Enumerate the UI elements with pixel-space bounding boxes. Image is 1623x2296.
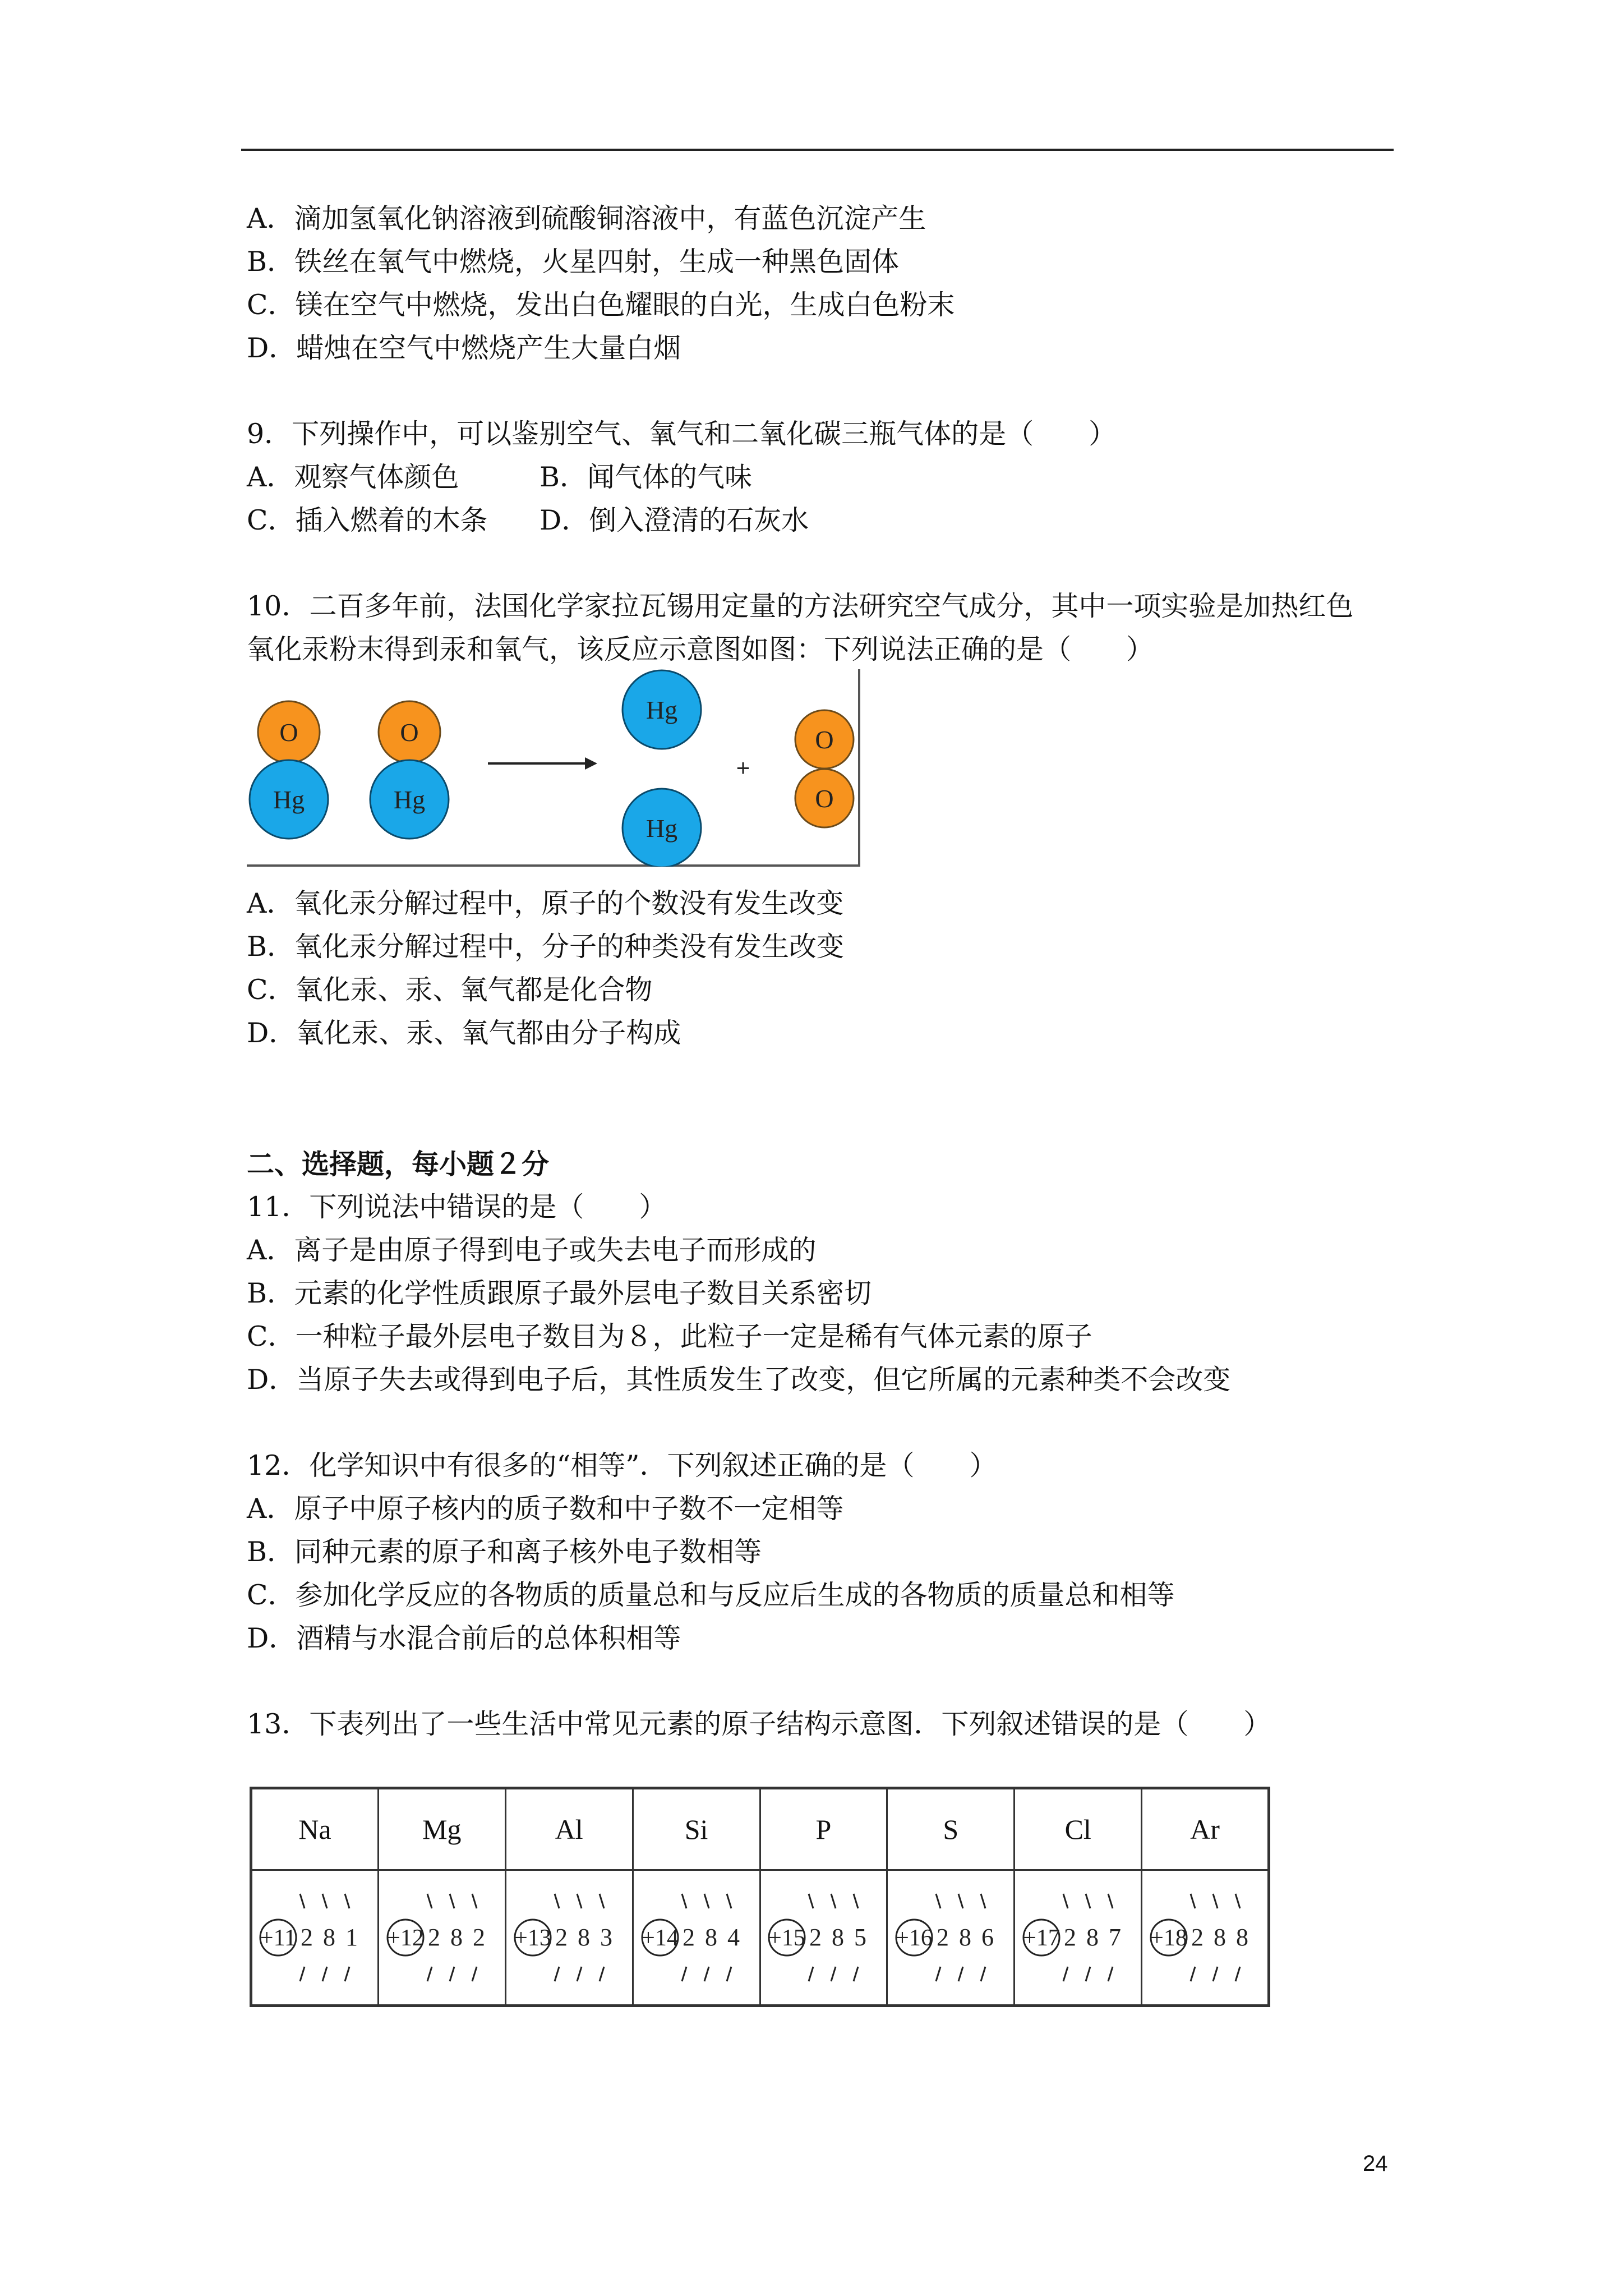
element-symbol-cell: Cl (1015, 1788, 1142, 1870)
electron-shell-arc-lower (427, 1967, 432, 1981)
q10-option-a: A．氧化汞分解过程中，原子的个数没有发生改变 (247, 887, 844, 919)
atomic-structure-diagram (1019, 1881, 1137, 1994)
electron-shell-arc-lower (1108, 1967, 1113, 1981)
electron-shell-arc-upper (427, 1894, 432, 1908)
oxygen-atom-label: O (815, 725, 834, 754)
atomic-structure-cell (760, 1870, 887, 2006)
nuclear-charge: +17 (1023, 1925, 1061, 1951)
element-table (250, 1787, 1270, 2007)
oxygen-molecule (795, 710, 854, 827)
electron-shell-arc-lower (1213, 1967, 1218, 1981)
electron-shell-arc-lower (555, 1967, 559, 1981)
electron-shell-arc-lower (600, 1967, 604, 1981)
electron-shell-arc-lower (727, 1967, 731, 1981)
electron-shell-arc-upper (1213, 1894, 1218, 1908)
atomic-structure-diagram (892, 1881, 1009, 1994)
shell-electron-count: 8 (450, 1924, 463, 1951)
shell-electron-count: 2 (555, 1924, 568, 1951)
atomic-structure-cell (251, 1870, 379, 2006)
shell-electron-count: 8 (704, 1924, 717, 1951)
q9-option-a: A．观察气体颜色 (247, 461, 459, 493)
atomic-structure-diagram (638, 1881, 755, 1994)
q12-option-b: B．同种元素的原子和离子核外电子数相等 (247, 1536, 762, 1568)
reaction-arrow (488, 757, 597, 770)
atomic-structure-cell (378, 1870, 505, 2006)
q8-option-a: A．滴加氢氧化钠溶液到硫酸铜溶液中，有蓝色沉淀产生 (247, 203, 926, 234)
mercury-atom-label: Hg (645, 696, 678, 724)
nuclear-charge: +11 (260, 1925, 297, 1951)
electron-shell-arc-lower (450, 1967, 454, 1981)
electron-shell-arc-upper (300, 1894, 305, 1908)
atomic-structure-diagram (764, 1881, 882, 1994)
electron-shell-arc-upper (1235, 1894, 1240, 1908)
shell-electron-count: 2 (472, 1924, 485, 1951)
shell-electron-count: 8 (323, 1924, 336, 1951)
atomic-structure-cell (1142, 1870, 1269, 2006)
q11-option-d: D．当原子失去或得到电子后，其性质发生了改变，但它所属的元素种类不会改变 (247, 1364, 1231, 1396)
electron-shell-arc-upper (727, 1894, 731, 1908)
electron-shell-arc-upper (981, 1894, 985, 1908)
shell-electron-count: 8 (959, 1924, 972, 1951)
shell-electron-count: 2 (937, 1924, 949, 1951)
q8-option-d: D．蜡烛在空气中燃烧产生大量白烟 (247, 332, 681, 364)
shell-electron-count: 8 (577, 1924, 590, 1951)
mercury-atom-product (623, 670, 701, 749)
electron-shell-arc-upper (450, 1894, 454, 1908)
q9-option-c: C．插入燃着的木条 (247, 504, 488, 536)
header-rule (241, 149, 1394, 151)
oxygen-atom-label: O (400, 718, 419, 747)
electron-shell-arc-upper (831, 1894, 836, 1908)
electron-shell-arc-lower (981, 1967, 985, 1981)
q12-stem: 12．化学知识中有很多的“相等”．下列叙述正确的是（ ） (247, 1450, 997, 1481)
electron-shell-arc-lower (809, 1967, 813, 1981)
shell-electron-count: 7 (1109, 1924, 1122, 1951)
arrow-head (585, 757, 597, 770)
electron-shell-arc-lower (1235, 1967, 1240, 1981)
q10-option-b: B．氧化汞分解过程中，分子的种类没有发生改变 (247, 931, 845, 963)
shell-electron-count: 8 (1235, 1924, 1248, 1951)
q12-option-a: A．原子中原子核内的质子数和中子数不一定相等 (247, 1493, 844, 1525)
element-symbol-cell: Al (505, 1788, 633, 1870)
element-symbol-cell: Na (251, 1788, 379, 1870)
electron-shell-arc-upper (682, 1894, 686, 1908)
section-2-heading: 二、选择题，每小题２分 (247, 1148, 550, 1180)
electron-shell-arc-upper (555, 1894, 559, 1908)
nuclear-charge: +13 (514, 1925, 551, 1951)
electron-shell-arc-lower (1063, 1967, 1068, 1981)
q11-option-c: C．一种粒子最外层电子数目为８，此粒子一定是稀有气体元素的原子 (247, 1320, 1092, 1352)
oxygen-atom-label: O (279, 718, 298, 747)
atomic-structure-cell (633, 1870, 760, 2006)
shell-electron-count: 5 (854, 1924, 867, 1951)
atomic-structure-cell (1015, 1870, 1142, 2006)
shell-electron-count: 1 (345, 1924, 358, 1951)
atomic-structure-diagram (1146, 1881, 1264, 1994)
electron-shell-arc-upper (472, 1894, 477, 1908)
mercury-oxide-molecule (250, 701, 328, 839)
electron-shell-arc-upper (958, 1894, 963, 1908)
plus-sign: + (736, 754, 750, 781)
nuclear-charge: +18 (1150, 1925, 1187, 1951)
electron-shell-arc-upper (1191, 1894, 1195, 1908)
element-symbol-cell: S (887, 1788, 1015, 1870)
electron-shell-arc-lower (831, 1967, 836, 1981)
electron-shell-arc-upper (936, 1894, 940, 1908)
nuclear-charge: +14 (641, 1925, 679, 1951)
atomic-structure-diagram (510, 1881, 628, 1994)
shell-electron-count: 6 (981, 1924, 994, 1951)
mercury-atom-label: Hg (645, 814, 678, 843)
shell-electron-count: 2 (809, 1924, 822, 1951)
reaction-diagram (247, 669, 864, 867)
electron-shell-arc-upper (809, 1894, 813, 1908)
q10-stem-line1: 10．二百多年前，法国化学家拉瓦锡用定量的方法研究空气成分，其中一项实验是加热红色 (247, 590, 1354, 622)
mercury-atom-label: Hg (393, 785, 426, 814)
electron-shell-arc-upper (577, 1894, 582, 1908)
electron-shell-arc-lower (704, 1967, 709, 1981)
element-symbol-cell: Mg (378, 1788, 505, 1870)
q9-stem: 9．下列操作中，可以鉴别空气、氧气和二氧化碳三瓶气体的是（ ） (247, 418, 1117, 450)
electron-shell-arc-upper (600, 1894, 604, 1908)
atomic-structure-row (251, 1870, 1269, 2006)
electron-shell-arc-lower (345, 1967, 349, 1981)
element-symbol-cell: Si (633, 1788, 760, 1870)
atomic-structure-cell (887, 1870, 1015, 2006)
page-number: 24 (1363, 2151, 1388, 2176)
shell-electron-count: 2 (301, 1924, 313, 1951)
mercury-atom-product (623, 789, 701, 867)
nuclear-charge: +15 (768, 1925, 806, 1951)
electron-shell-arc-upper (1063, 1894, 1068, 1908)
electron-shell-arc-upper (345, 1894, 349, 1908)
q10-stem-line2: 氧化汞粉末得到汞和氧气，该反应示意图如图：下列说法正确的是（ ） (247, 633, 1154, 665)
q8-option-c: C．镁在空气中燃烧，发出白色耀眼的白光，生成白色粉末 (247, 289, 955, 321)
shell-electron-count: 3 (600, 1924, 612, 1951)
q11-option-b: B．元素的化学性质跟原子最外层电子数目关系密切 (247, 1277, 872, 1309)
electron-shell-arc-upper (322, 1894, 327, 1908)
element-symbol-cell: Ar (1142, 1788, 1269, 1870)
electron-shell-arc-upper (704, 1894, 709, 1908)
atomic-structure-diagram (383, 1881, 501, 1994)
shell-electron-count: 8 (1213, 1924, 1226, 1951)
q11-option-a: A．离子是由原子得到电子或失去电子而形成的 (247, 1234, 817, 1266)
atomic-structure-cell (505, 1870, 633, 2006)
reaction-diagram-svg (247, 669, 864, 867)
atomic-structure-table (250, 1787, 1270, 2005)
atomic-structure-diagram (256, 1881, 374, 1994)
mercury-oxide-molecule (370, 701, 449, 839)
nuclear-charge: +12 (386, 1925, 424, 1951)
electron-shell-arc-lower (958, 1967, 963, 1981)
q9-option-b: B．闻气体的气味 (540, 461, 753, 493)
electron-shell-arc-lower (1191, 1967, 1195, 1981)
q10-option-d: D．氧化汞、汞、氧气都由分子构成 (247, 1017, 681, 1049)
electron-shell-arc-lower (472, 1967, 477, 1981)
q13-stem: 13．下表列出了一些生活中常见元素的原子结构示意图．下列叙述错误的是（ ） (247, 1708, 1271, 1740)
electron-shell-arc-lower (1086, 1967, 1090, 1981)
element-symbol-row (251, 1788, 1269, 1870)
mercury-atom-label: Hg (273, 785, 305, 814)
shell-electron-count: 8 (832, 1924, 845, 1951)
electron-shell-arc-lower (577, 1967, 582, 1981)
shell-electron-count: 8 (1086, 1924, 1099, 1951)
q8-option-b: B．铁丝在氧气中燃烧，火星四射，生成一种黑色固体 (247, 246, 900, 278)
electron-shell-arc-upper (854, 1894, 858, 1908)
q9-option-d: D．倒入澄清的石灰水 (540, 504, 809, 536)
shell-electron-count: 4 (727, 1924, 740, 1951)
electron-shell-arc-lower (322, 1967, 327, 1981)
electron-shell-arc-lower (300, 1967, 305, 1981)
electron-shell-arc-upper (1086, 1894, 1090, 1908)
electron-shell-arc-lower (682, 1967, 686, 1981)
nuclear-charge: +16 (896, 1925, 933, 1951)
shell-electron-count: 2 (682, 1924, 695, 1951)
oxygen-atom-label: O (815, 784, 834, 813)
q11-stem: 11．下列说法中错误的是（ ） (247, 1191, 667, 1223)
shell-electron-count: 2 (427, 1924, 440, 1951)
electron-shell-arc-lower (936, 1967, 940, 1981)
shell-electron-count: 2 (1191, 1924, 1204, 1951)
electron-shell-arc-upper (1108, 1894, 1113, 1908)
electron-shell-arc-lower (854, 1967, 858, 1981)
element-symbol-cell: P (760, 1788, 887, 1870)
shell-electron-count: 2 (1064, 1924, 1077, 1951)
q12-option-d: D．酒精与水混合前后的总体积相等 (247, 1622, 681, 1654)
q12-option-c: C．参加化学反应的各物质的质量总和与反应后生成的各物质的质量总和相等 (247, 1579, 1175, 1611)
q10-option-c: C．氧化汞、汞、氧气都是化合物 (247, 974, 653, 1006)
